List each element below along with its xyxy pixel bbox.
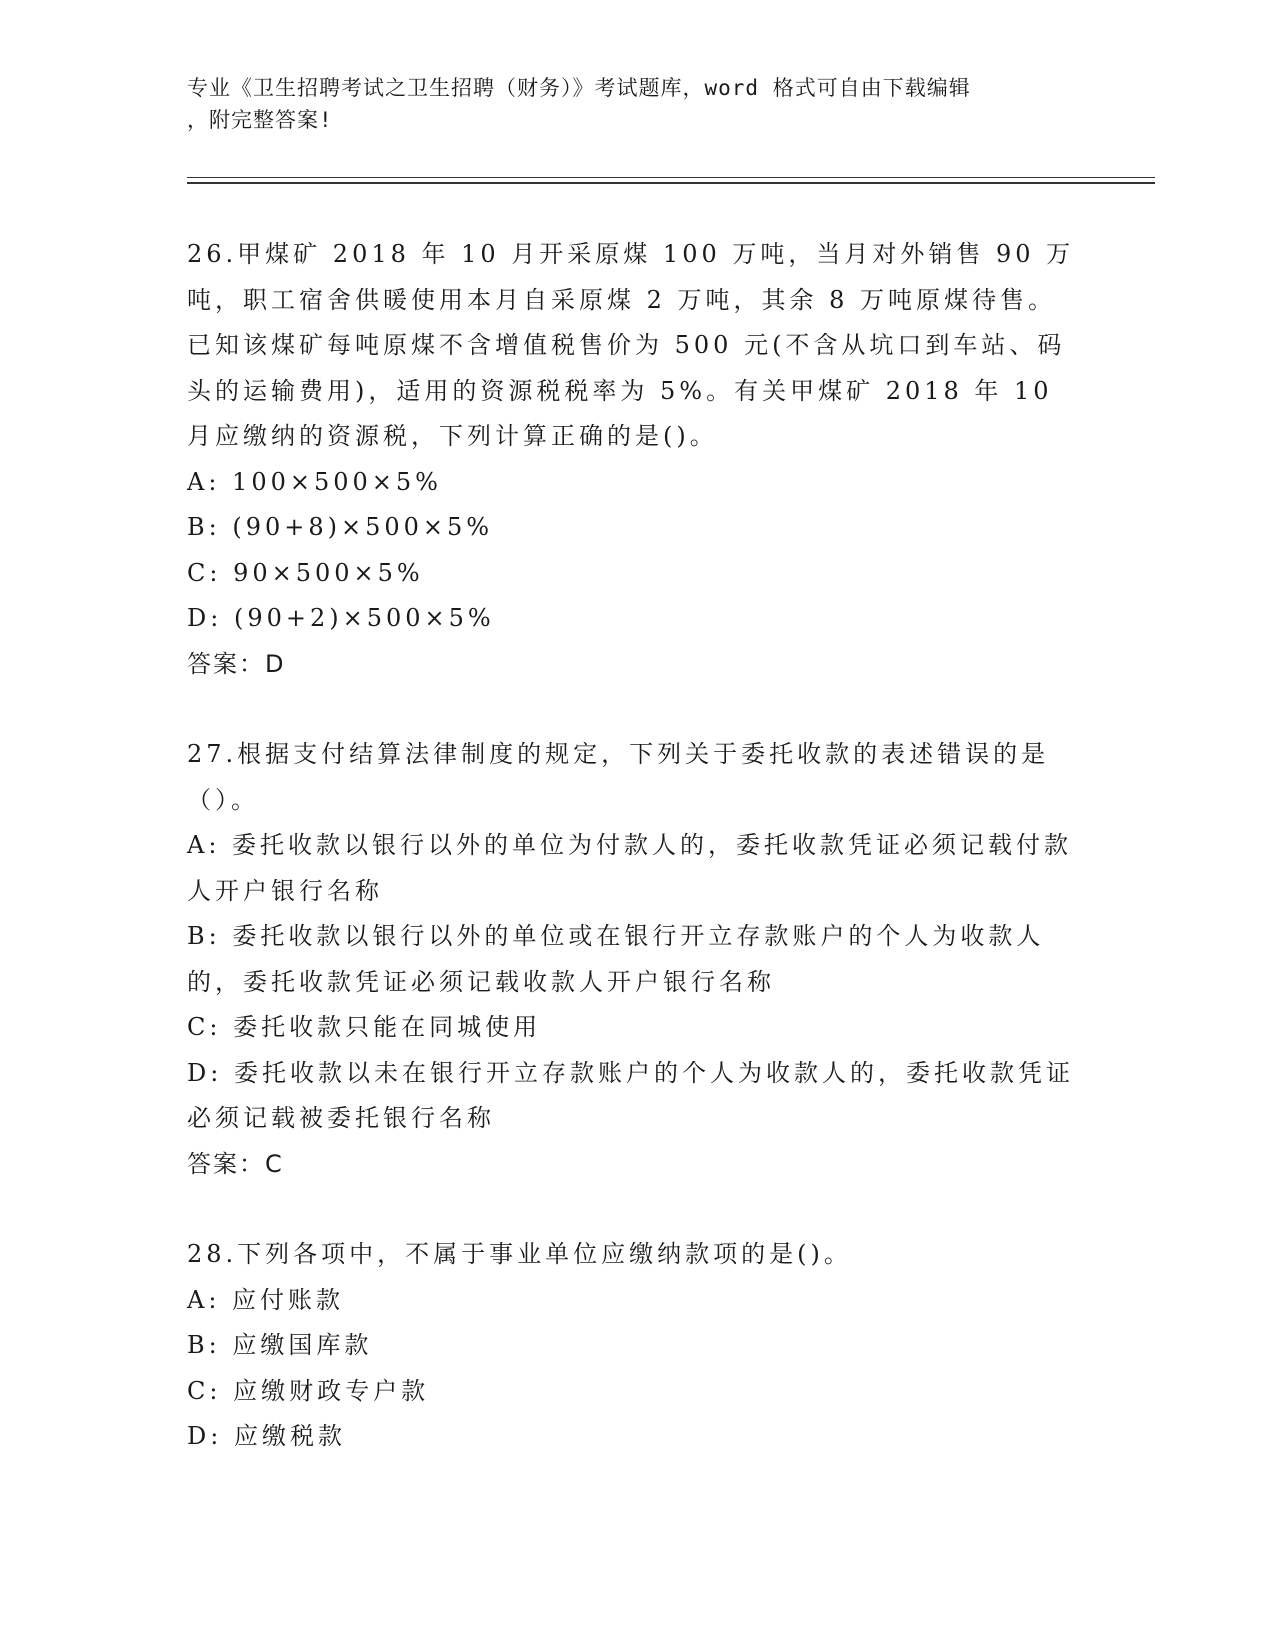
question-list — [187, 232, 1077, 1460]
option-b: B: (90+8)×500×5% — [187, 513, 494, 541]
question-stem: 28.下列各项中，不属于事业单位应缴纳款项的是()。 — [187, 1240, 852, 1268]
question-stem: 27.根据支付结算法律制度的规定，下列关于委托收款的表述错误的是（）。 — [187, 740, 1050, 814]
option-a: A: 委托收款以银行以外的单位为付款人的，委托收款凭证必须记载付款人开户银行名称 — [187, 831, 1073, 905]
option-b: B: 委托收款以银行以外的单位或在银行开立存款账户的个人为收款人的，委托收款凭证必须记载收款人开户银行名称 — [187, 922, 1045, 996]
option-c: C: 委托收款只能在同城使用 — [187, 1013, 542, 1041]
question-27 — [187, 732, 1077, 1187]
document-header — [187, 72, 1087, 136]
spacer — [187, 687, 1077, 732]
option-c: C: 应缴财政专户款 — [187, 1376, 430, 1405]
header-divider-thin — [187, 177, 1155, 178]
answer: 答案：D — [187, 649, 286, 678]
header-line-1: 专业《卫生招聘考试之卫生招聘（财务）》考试题库，word 格式可自由下载编辑 — [187, 76, 971, 100]
option-b: B: 应缴国库款 — [187, 1331, 373, 1359]
question-stem: 26.甲煤矿 2018 年 10 月开采原煤 100 万吨，当月对外销售 90 万吨，职工宿舍供暖使用本月自采原煤 2 万吨，其余 8 万吨原煤待售。已知该煤矿每吨原煤不含增值税售价为 500 元(不含从坑口到车站、码头的运输费用)，适用的资源税税率为 5%。有关甲煤矿 2018 年 10 月应缴纳的资源税，下列计算正确的是()。 — [187, 240, 1075, 450]
option-d: D: 委托收款以未在银行开立存款账户的个人为收款人的，委托收款凭证必须记载被委托银行名称 — [187, 1058, 1074, 1132]
answer: 答案：C — [187, 1149, 284, 1178]
option-d: D: (90+2)×500×5% — [187, 604, 495, 632]
header-divider-thick — [187, 182, 1155, 184]
header-line-2: ，附完整答案! — [187, 108, 333, 132]
question-28 — [187, 1232, 1077, 1460]
option-a: A: 100×500×5% — [187, 467, 442, 496]
option-a: A: 应付账款 — [187, 1285, 345, 1314]
spacer — [187, 1187, 1077, 1232]
option-d: D: 应缴税款 — [187, 1422, 346, 1450]
option-c: C: 90×500×5% — [187, 558, 424, 587]
question-26 — [187, 232, 1077, 687]
